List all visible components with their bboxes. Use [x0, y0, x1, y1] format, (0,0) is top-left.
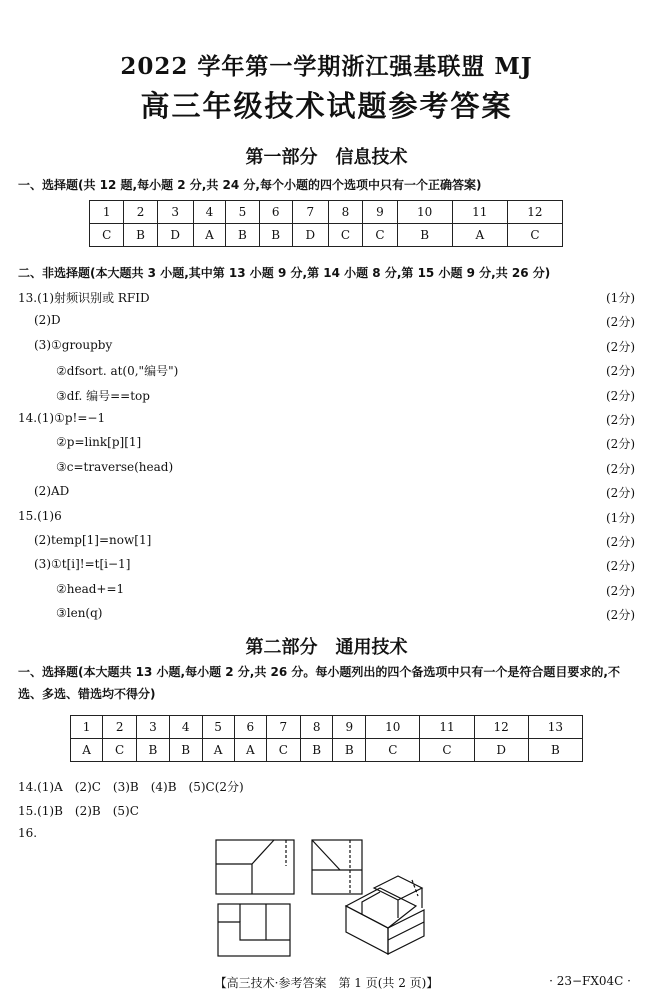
question-number-cell: 10 [366, 716, 420, 739]
answer-text: ②dfsort. at(0,"编号") [56, 364, 179, 379]
page-footer: 【高三技术·参考答案 第 1 页(共 2 页)】 [214, 976, 439, 990]
answer-cell: B [137, 739, 170, 762]
question-number-cell: 8 [300, 716, 333, 739]
answer-cell: B [333, 739, 366, 762]
question-number-cell: 11 [452, 201, 507, 224]
answer-cell: C [363, 224, 397, 247]
answer-text: (3)①t[i]!=t[i−1] [34, 557, 131, 572]
front-view-drawing [216, 840, 294, 894]
answer-14: 14.(1)A (2)C (3)B (4)B (5)C(2分) [18, 780, 244, 794]
answer-cell: B [528, 739, 582, 762]
answer-cell: A [452, 224, 507, 247]
answer-cell: A [193, 224, 226, 247]
part1-mc-heading: 一、选择题(共 12 题,每小题 2 分,共 24 分,每个小题的四个选项中只有一个正确答案) [18, 178, 482, 192]
answer-text: (2)AD [34, 484, 70, 499]
part1-title: 第一部分 信息技术 [245, 147, 408, 168]
answer-cell: A [234, 739, 266, 762]
exam-title: 2022 学年第一学期浙江强基联盟 MJ [120, 53, 533, 80]
question-number-cell: 4 [193, 201, 226, 224]
answer-cell: B [226, 224, 259, 247]
question-number-cell: 12 [507, 201, 562, 224]
question-number-cell: 3 [137, 716, 170, 739]
answer-cell: D [292, 224, 328, 247]
answer-score: (2分) [606, 339, 635, 354]
answer-score: (2分) [606, 486, 635, 501]
answer-row [18, 460, 635, 480]
question-number-cell: 5 [202, 716, 234, 739]
part1-answer-table [89, 200, 563, 247]
answer-text: ③c=traverse(head) [56, 459, 174, 474]
answer-text: 13.(1)射频识别或 RFID [18, 291, 150, 305]
question-number-cell: 13 [528, 716, 582, 739]
answer-row [18, 338, 635, 358]
document-code: · 23−FX04C · [549, 974, 631, 988]
part2-title: 第二部分 通用技术 [245, 637, 408, 658]
three-view-drawings [212, 836, 452, 961]
answer-text: 15.(1)6 [18, 508, 62, 523]
answer-score: (2分) [606, 535, 635, 549]
answer-cell: C [420, 739, 474, 762]
answer-cell: B [259, 224, 292, 247]
question-number-cell: 1 [71, 716, 103, 739]
answer-cell: D [157, 224, 193, 247]
question-number-cell: 3 [157, 201, 193, 224]
answer-text: (2)D [34, 313, 61, 328]
answer-16: 16. [18, 826, 38, 840]
answer-text: (2)temp[1]=now[1] [34, 533, 152, 547]
answer-score: (2分) [606, 461, 635, 476]
answer-text: ②head+=1 [56, 581, 125, 596]
answer-cell: C [103, 739, 137, 762]
answer-row [18, 313, 635, 333]
question-number-cell: 2 [103, 716, 137, 739]
answer-score: (2分) [606, 437, 635, 452]
answer-cell: D [474, 739, 528, 762]
answer-cell: C [90, 224, 124, 247]
answer-cell: A [202, 739, 234, 762]
answer-cell: C [266, 739, 300, 762]
question-number-cell: 5 [226, 201, 259, 224]
answer-cell: C [366, 739, 420, 762]
answer-text: ③len(q) [56, 606, 103, 621]
answer-row [18, 387, 635, 407]
part2-answer-table [70, 715, 583, 762]
answer-score: (2分) [606, 583, 635, 598]
question-number-cell: 4 [169, 716, 202, 739]
answer-cell: B [124, 224, 157, 247]
answer-score: (2分) [606, 388, 635, 403]
answer-cell: B [397, 224, 452, 247]
answer-cell: A [71, 739, 103, 762]
side-view-drawing [312, 840, 362, 894]
answer-key-title: 高三年级技术试题参考答案 [140, 89, 513, 123]
answer-row [18, 362, 635, 382]
answer-score: (2分) [606, 364, 635, 379]
answer-row [18, 289, 635, 309]
part1-nonmc-heading: 二、非选择题(本大题共 3 小题,其中第 13 小题 9 分,第 14 小题 8 分,第 15 小题 9 分,共 26 分) [18, 266, 551, 280]
question-number-cell: 10 [397, 201, 452, 224]
question-number-cell: 6 [234, 716, 266, 739]
part2-mc-heading: 一、选择题(本大题共 13 小题,每小题 2 分,共 26 分。每小题列出的四个备选项中只有一个是符合题目要求的,不选、多选、错选均不得分) [18, 665, 620, 701]
question-number-cell: 7 [266, 716, 300, 739]
answer-row [18, 484, 635, 504]
question-number-cell: 1 [90, 201, 124, 224]
answer-score: (1分) [606, 510, 635, 525]
answer-score: (1分) [606, 291, 635, 305]
answer-text: (3)①groupby [34, 337, 113, 352]
question-number-cell: 9 [333, 716, 366, 739]
answer-text: ③df. 编号==top [56, 388, 150, 403]
answer-row [18, 533, 635, 553]
answer-cell: B [300, 739, 333, 762]
question-number-cell: 9 [363, 201, 397, 224]
answer-row [18, 435, 635, 455]
question-number-cell: 2 [124, 201, 157, 224]
question-number-cell: 12 [474, 716, 528, 739]
answer-cell: C [507, 224, 562, 247]
answer-cell: B [169, 739, 202, 762]
top-view-drawing [218, 904, 290, 956]
answer-row [18, 582, 635, 602]
answer-score: (2分) [606, 559, 635, 574]
answer-row [18, 606, 635, 626]
answer-score: (2分) [606, 413, 635, 427]
answer-text: 14.(1)①p!=−1 [18, 411, 106, 425]
question-number-cell: 7 [292, 201, 328, 224]
question-number-cell: 11 [420, 716, 474, 739]
answer-score: (2分) [606, 608, 635, 623]
answer-15: 15.(1)B (2)B (5)C [18, 804, 139, 818]
question-number-cell: 8 [328, 201, 362, 224]
isometric-drawing [346, 876, 424, 954]
answer-cell: C [328, 224, 362, 247]
answer-row [18, 509, 635, 529]
answer-text: ②p=link[p][1] [56, 435, 142, 450]
answer-row [18, 557, 635, 577]
answer-row [18, 411, 635, 431]
question-number-cell: 6 [259, 201, 292, 224]
answer-score: (2分) [606, 315, 635, 330]
